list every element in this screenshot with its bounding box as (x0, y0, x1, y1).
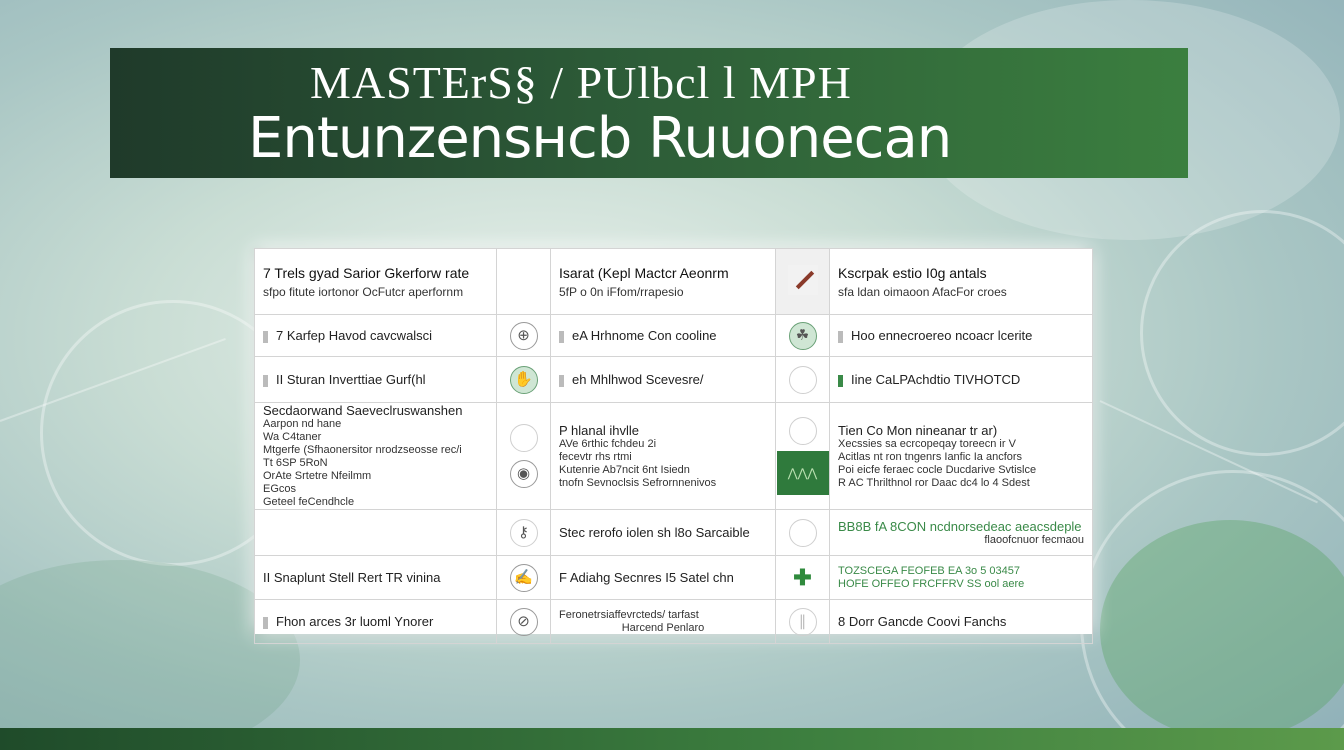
table-cell (830, 403, 1093, 510)
table-cell (551, 403, 776, 510)
table-cell (830, 510, 1093, 556)
cell-text: F Adiahg Secnres I5 Satel chn (559, 570, 734, 585)
cell-text: BB8B fA 8CON ncdnorsedeac aeacsdeple (838, 518, 1082, 534)
table-cell (830, 600, 1093, 644)
cell-text: Tien Co Mon nineanar tr ar) (838, 422, 998, 438)
key-icon: ⚷ (510, 519, 538, 547)
cell-text: eh Mhlhwod Scevesre/ (572, 372, 704, 387)
comparison-table (254, 248, 1093, 644)
cell-line: flaoofcnuor fecmaou (984, 533, 1084, 546)
table-cell (497, 510, 551, 556)
table-cell (776, 357, 830, 403)
table-cell (551, 315, 776, 357)
bullet-icon (838, 375, 843, 387)
table-cell (830, 556, 1093, 600)
table-cell (551, 600, 776, 644)
cell-line: R AC Thrilthnol ror Daac dc4 lo 4 Sdest (838, 476, 1030, 489)
cell-text: 7 Karfep Havod cavcwalsci (276, 328, 433, 343)
cell-line: HOFE OFFEO FRCFFRV SS ool aere (838, 577, 1025, 590)
plus-icon: ✚ (793, 564, 812, 590)
table-cell (830, 249, 1093, 315)
bullet-icon (263, 331, 268, 343)
header-subtitle: sfpo fitute iortonor OcFutcr aperfornm (263, 284, 464, 299)
cell-line: Kutenrie Ab7ncit 6nt Isiedn (559, 463, 690, 476)
table-cell (255, 357, 497, 403)
badge-icon: ☘ (789, 322, 817, 350)
header-title: Kscrpak estio I0g antals (838, 264, 987, 281)
table-cell (551, 249, 776, 315)
cell-text: Fhon arces 3r luoml Ynorer (276, 614, 434, 629)
cell-line: Harcend Penlaro (621, 621, 705, 634)
cell-line: AVe 6rthic fchdeu 2i (559, 437, 657, 450)
table-cell (776, 556, 830, 600)
mixed-icon: ◉ (510, 460, 538, 488)
cell-line: Acitlas nt ron tngenrs Ianfic Ia ancfors (838, 450, 1023, 463)
table-cell (255, 510, 497, 556)
header-title: Isarat (Kepl Mactcr Aeonrm (559, 264, 729, 281)
table-cell (776, 600, 830, 644)
table-row (255, 556, 1093, 600)
bullet-icon (559, 331, 564, 343)
table-cell (551, 556, 776, 600)
cell-text: Secdaorwand Saeveclruswanshen (263, 403, 463, 418)
table-cell (830, 315, 1093, 357)
cell-line: Wa C4taner (263, 431, 322, 443)
table-cell (776, 315, 830, 357)
table-row (255, 510, 1093, 556)
cell-text: Iine CaLPAchdtio TIVHOTCD (851, 372, 1021, 387)
table-cell (497, 315, 551, 357)
cell-line: Tt 6SP 5RoN (263, 457, 328, 469)
cell-text: P hlanal ihvlle (559, 422, 639, 438)
cell-line: OrAte Srtetre Nfeilmm (263, 470, 372, 482)
header-title: 7 Trels gyad Sarior Gkerforw rate (263, 264, 470, 281)
blank-circle-icon (789, 366, 817, 394)
cell-line: TOZSCEGA FEOFEB EA 3o 5 03457 (838, 564, 1020, 577)
bottom-accent-bar (0, 728, 1344, 750)
cell-line: Feronetrsiaffevrcteds/ tarfast (559, 608, 699, 621)
circle-icon (510, 424, 538, 452)
hand-icon: ✋ (510, 366, 538, 394)
table-cell (830, 357, 1093, 403)
cell-line: Mtgerfe (Sfhaonersitor nrodzseosse rec/i (263, 444, 462, 456)
cell-line: Xecssies sa ecrcopeqay toreecn ir V (838, 437, 1016, 450)
cell-line: Poi eicfe feraec cocle Ducdarive Svtislce (838, 463, 1037, 476)
cell-line: fecevtr rhs rtmi (559, 450, 632, 463)
comparison-table-card (254, 248, 1092, 634)
table-cell (255, 403, 497, 510)
table-cell (497, 357, 551, 403)
bullet-icon (263, 617, 268, 629)
table-cell (255, 556, 497, 600)
chart-thumbnail-icon: ⋀⋀⋀ (777, 451, 829, 495)
globe-icon: ⊕ (510, 322, 538, 350)
banner-title-line-1: MASTErS§ / PUlbcl l MPH (310, 57, 852, 108)
cell-line: tnofn Sevnoclsis Sefrornnenivos (559, 476, 717, 489)
table-row (255, 315, 1093, 357)
bullet-icon (838, 331, 843, 343)
table-cell (776, 249, 830, 315)
table-row (255, 249, 1093, 315)
table-row (255, 357, 1093, 403)
header-subtitle: 5fP o 0n iFfom/rrapesio (559, 284, 684, 299)
table-cell (255, 600, 497, 644)
cell-text: 8 Dorr Gancde Coovi Fanchs (838, 614, 1007, 629)
table-cell (776, 403, 830, 510)
banner-title-line-2: Entunzensнcb Ruuonecan (248, 106, 952, 171)
cell-text: Hoo ennecroereo ncoacr lcerite (851, 328, 1033, 343)
blank-circle-icon (789, 519, 817, 547)
sign-icon: ✍ (510, 564, 538, 592)
table-row (255, 403, 1093, 510)
arrow-icon (788, 265, 818, 295)
pause-icon: ∥ (789, 608, 817, 636)
slash-icon: ⊘ (510, 608, 538, 636)
cell-line: Aarpon nd hane (263, 418, 342, 430)
cell-line: EGcos (263, 483, 297, 495)
cell-text: II Snaplunt Stell Rert TR vinina (263, 570, 441, 585)
table-cell (497, 600, 551, 644)
cell-text: II Sturan Inverttiae Gurf(hl (276, 372, 426, 387)
table-cell (551, 357, 776, 403)
header-subtitle: sfa ldan oimaoon AfacFor croes (838, 284, 1007, 299)
bullet-icon (559, 375, 564, 387)
table-row (255, 600, 1093, 644)
bullet-icon (263, 375, 268, 387)
cell-text: Stec rerofo iolen sh l8o Sarcaible (559, 525, 750, 540)
table-cell (497, 403, 551, 510)
title-banner (110, 48, 1188, 178)
table-cell (776, 510, 830, 556)
table-cell (255, 315, 497, 357)
blank-circle-icon (789, 417, 817, 445)
cell-text: eA Hrhnome Con cooline (572, 328, 717, 343)
table-cell (255, 249, 497, 315)
table-cell (497, 249, 551, 315)
cell-line: Geteel feCendhcle (263, 496, 355, 508)
table-cell (497, 556, 551, 600)
table-cell (551, 510, 776, 556)
